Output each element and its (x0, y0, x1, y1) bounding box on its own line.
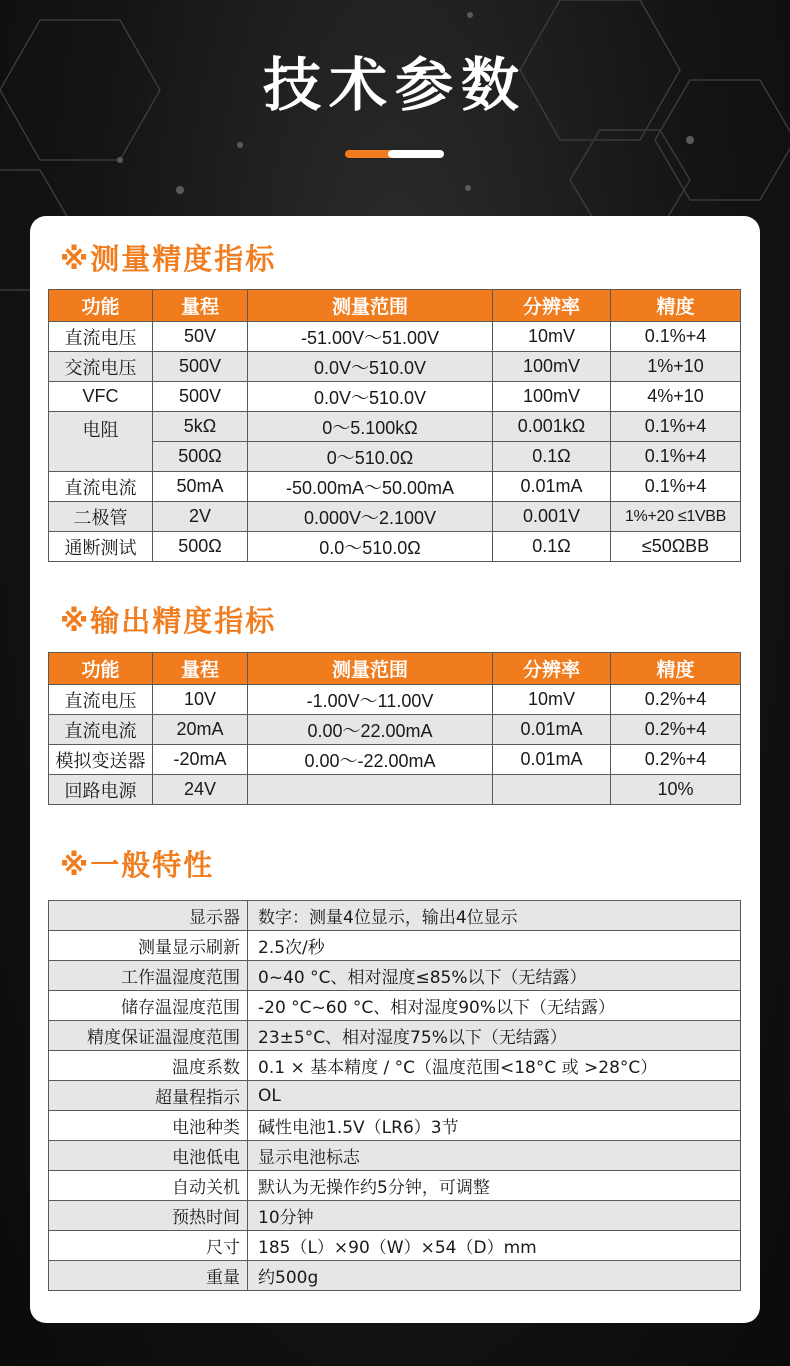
cell-function: 回路电源 (49, 775, 153, 805)
table-row (49, 1201, 741, 1231)
cell-resolution: 100mV (493, 382, 611, 412)
output-table (48, 652, 741, 805)
spec-value: 0~40 °C、相对湿度≤85%以下（无结露） (248, 961, 741, 991)
table-row (49, 775, 741, 805)
cell-range: 50V (153, 322, 248, 352)
col-resolution: 分辨率 (493, 653, 611, 685)
table-row (49, 322, 741, 352)
general-table (48, 900, 741, 1291)
spec-label: 预热时间 (49, 1201, 248, 1231)
spec-value: OL (248, 1081, 741, 1111)
cell-accuracy: 0.1%+4 (611, 412, 741, 442)
general-section-heading: ※一般特性 (60, 850, 215, 882)
cell-range: 24V (153, 775, 248, 805)
col-function: 功能 (49, 290, 153, 322)
cell-function: 通断测试 (49, 532, 153, 562)
cell-function: 直流电压 (49, 322, 153, 352)
cell-resolution (493, 775, 611, 805)
table-row (49, 1261, 741, 1291)
table-row (49, 382, 741, 412)
cell-accuracy: 0.2%+4 (611, 745, 741, 775)
cell-function: 交流电压 (49, 352, 153, 382)
cell-range: 500V (153, 382, 248, 412)
table-row (49, 1021, 741, 1051)
spec-label: 超量程指示 (49, 1081, 248, 1111)
spec-value: 0.1 × 基本精度 / °C（温度范围<18°C 或 >28°C） (248, 1051, 741, 1081)
table-row (49, 1231, 741, 1261)
cell-resolution: 0.001kΩ (493, 412, 611, 442)
col-range: 量程 (153, 653, 248, 685)
cell-function: 模拟变送器 (49, 745, 153, 775)
cell-range: 500V (153, 352, 248, 382)
cell-range: 500Ω (153, 532, 248, 562)
cell-accuracy: ≤50ΩBB (611, 532, 741, 562)
cell-range: 10V (153, 685, 248, 715)
col-resolution: 分辨率 (493, 290, 611, 322)
cell-resolution: 0.1Ω (493, 442, 611, 472)
cell-span: 0.0～510.0Ω (248, 532, 493, 562)
cell-function: 直流电压 (49, 685, 153, 715)
cell-accuracy: 1%+20 ≤1VBB (611, 502, 741, 532)
title-underline-white (388, 150, 444, 158)
measure-header-row (49, 290, 741, 322)
cell-resolution: 0.001V (493, 502, 611, 532)
cell-accuracy: 0.2%+4 (611, 685, 741, 715)
col-accuracy: 精度 (611, 290, 741, 322)
cell-function: 直流电流 (49, 715, 153, 745)
table-row (49, 1171, 741, 1201)
cell-resolution: 10mV (493, 322, 611, 352)
table-row (49, 352, 741, 382)
cell-span: 0.00～-22.00mA (248, 745, 493, 775)
cell-span (248, 775, 493, 805)
col-accuracy: 精度 (611, 653, 741, 685)
spec-label: 电池低电 (49, 1141, 248, 1171)
table-row (49, 685, 741, 715)
spec-label: 电池种类 (49, 1111, 248, 1141)
spec-value: 碱性电池1.5V（LR6）3节 (248, 1111, 741, 1141)
cell-function: 二极管 (49, 502, 153, 532)
col-function: 功能 (49, 653, 153, 685)
cell-span: 0～5.100kΩ (248, 412, 493, 442)
cell-span: 0.000V～2.100V (248, 502, 493, 532)
spec-value: 185（L）×90（W）×54（D）mm (248, 1231, 741, 1261)
col-range: 量程 (153, 290, 248, 322)
col-measure-span: 测量范围 (248, 290, 493, 322)
table-row (49, 532, 741, 562)
table-row (49, 901, 741, 931)
cell-accuracy: 10% (611, 775, 741, 805)
spec-value: -20 °C~60 °C、相对湿度90%以下（无结露） (248, 991, 741, 1021)
cell-range: -20mA (153, 745, 248, 775)
page-title: 技术参数 (262, 53, 527, 118)
cell-range: 20mA (153, 715, 248, 745)
spec-value: 10分钟 (248, 1201, 741, 1231)
cell-range: 500Ω (153, 442, 248, 472)
spec-label: 温度系数 (49, 1051, 248, 1081)
table-row (49, 745, 741, 775)
cell-range: 2V (153, 502, 248, 532)
spec-value: 约500g (248, 1261, 741, 1291)
cell-accuracy: 4%+10 (611, 382, 741, 412)
table-row (49, 931, 741, 961)
table-row (49, 472, 741, 502)
table-row (49, 1051, 741, 1081)
spec-label: 显示器 (49, 901, 248, 931)
title-underline-orange (345, 150, 393, 158)
table-row (49, 991, 741, 1021)
spec-card (30, 216, 760, 1323)
table-row (49, 1111, 741, 1141)
output-section-heading: ※输出精度指标 (60, 606, 277, 638)
cell-resolution: 10mV (493, 685, 611, 715)
spec-label: 精度保证温湿度范围 (49, 1021, 248, 1051)
cell-accuracy: 1%+10 (611, 352, 741, 382)
table-row (49, 715, 741, 745)
cell-range: 50mA (153, 472, 248, 502)
spec-label: 储存温湿度范围 (49, 991, 248, 1021)
measure-section-heading: ※测量精度指标 (60, 244, 277, 276)
cell-accuracy: 0.1%+4 (611, 322, 741, 352)
spec-label: 尺寸 (49, 1231, 248, 1261)
spec-label: 测量显示刷新 (49, 931, 248, 961)
spec-value: 23±5°C、相对湿度75%以下（无结露） (248, 1021, 741, 1051)
spec-label: 自动关机 (49, 1171, 248, 1201)
col-measure-span: 测量范围 (248, 653, 493, 685)
spec-value: 数字：测量4位显示，输出4位显示 (248, 901, 741, 931)
cell-resolution: 0.1Ω (493, 532, 611, 562)
cell-accuracy: 0.1%+4 (611, 472, 741, 502)
cell-span: -50.00mA～50.00mA (248, 472, 493, 502)
spec-label: 重量 (49, 1261, 248, 1291)
table-row (49, 502, 741, 532)
cell-span: 0～510.0Ω (248, 442, 493, 472)
cell-span: -51.00V～51.00V (248, 322, 493, 352)
measure-table (48, 289, 741, 562)
table-row (49, 1141, 741, 1171)
spec-value: 默认为无操作约5分钟，可调整 (248, 1171, 741, 1201)
cell-accuracy: 0.1%+4 (611, 442, 741, 472)
spec-value: 显示电池标志 (248, 1141, 741, 1171)
cell-resolution: 100mV (493, 352, 611, 382)
table-row (49, 412, 741, 442)
cell-range: 5kΩ (153, 412, 248, 442)
cell-resolution: 0.01mA (493, 745, 611, 775)
cell-span: 0.0V～510.0V (248, 352, 493, 382)
cell-function: 直流电流 (49, 472, 153, 502)
table-row (49, 961, 741, 991)
cell-function: 电阻 (49, 412, 153, 472)
cell-accuracy: 0.2%+4 (611, 715, 741, 745)
spec-value: 2.5次/秒 (248, 931, 741, 961)
cell-span: 0.0V～510.0V (248, 382, 493, 412)
cell-span: -1.00V～11.00V (248, 685, 493, 715)
output-header-row (49, 653, 741, 685)
table-row (49, 1081, 741, 1111)
cell-span: 0.00～22.00mA (248, 715, 493, 745)
spec-label: 工作温湿度范围 (49, 961, 248, 991)
cell-function: VFC (49, 382, 153, 412)
cell-resolution: 0.01mA (493, 472, 611, 502)
table-row (49, 442, 741, 472)
cell-resolution: 0.01mA (493, 715, 611, 745)
